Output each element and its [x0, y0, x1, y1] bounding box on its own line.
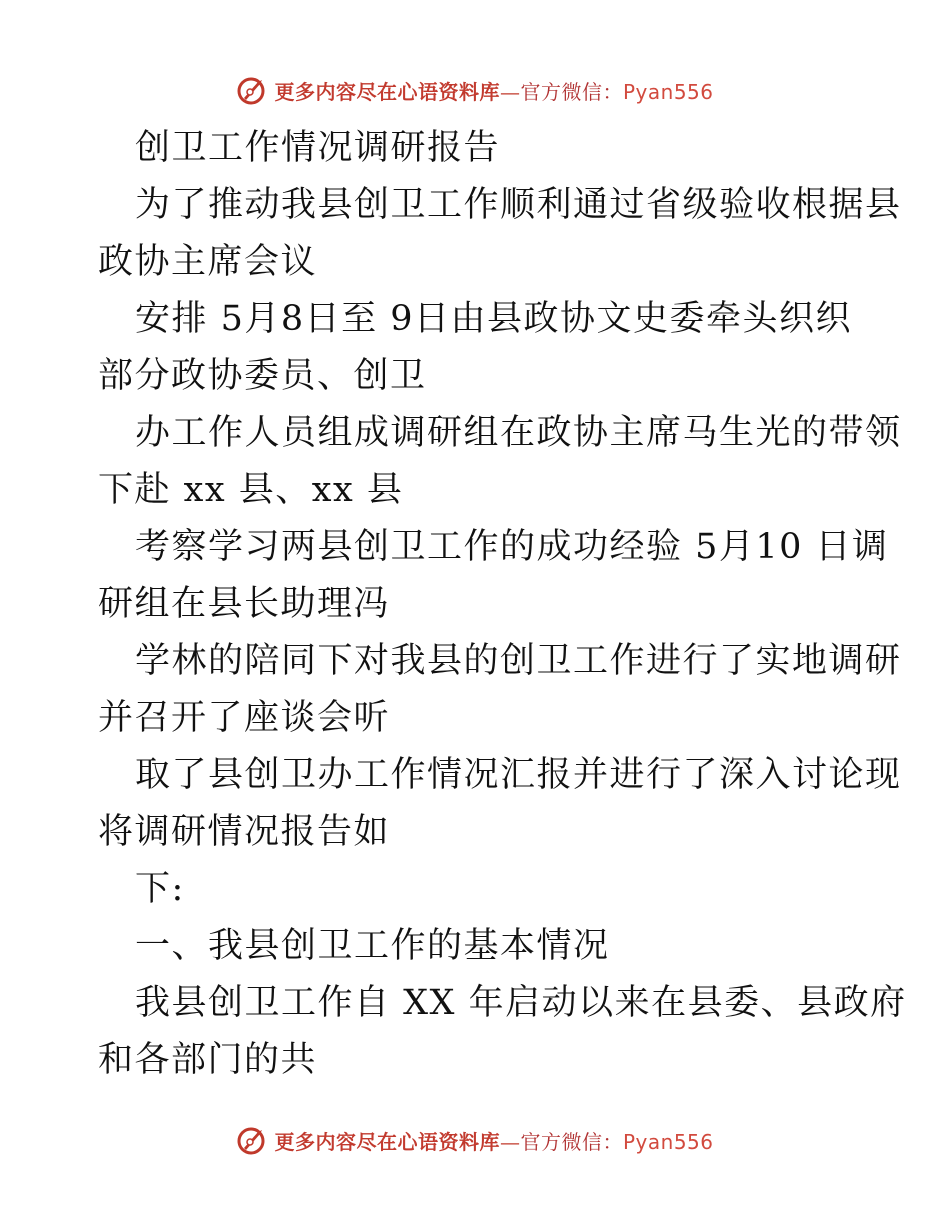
paragraph-line: 办工作人员组成调研组在政协主席马生光的带领 [135, 413, 902, 453]
quill-seal-icon [236, 1124, 268, 1156]
paragraph-line: 和各部门的共 [98, 1040, 318, 1080]
banner-brand: 更多内容尽在心语资料库 [274, 79, 500, 104]
paragraph-line: 考察学习两县创卫工作的成功经验 5月10 日调 [135, 527, 889, 567]
quill-seal-icon [236, 74, 268, 106]
paragraph-line: 取了县创卫办工作情况汇报并进行了深入讨论现 [135, 755, 902, 795]
banner-dash: — [499, 79, 521, 104]
banner-wechat-id: Pyan556 [622, 1129, 714, 1154]
banner-wechat-id: Pyan556 [622, 79, 714, 104]
paragraph-line: 我县创卫工作自 XX 年启动以来在县委、县政府 [135, 983, 907, 1023]
paragraph-line: 下: [135, 869, 185, 909]
footer-banner [0, 1120, 950, 1160]
banner-text [274, 1126, 713, 1155]
paragraph-line: 下赴 xx 县、xx 县 [98, 470, 404, 510]
banner-wechat-label: 官方微信： [520, 1129, 623, 1154]
paragraph-line: 安排 5月8日至 9日由县政协文史委牵头织织 [135, 299, 853, 339]
paragraph-line: 研组在县长助理冯 [98, 584, 391, 624]
banner-dash: — [499, 1129, 521, 1154]
paragraph-line: 将调研情况报告如 [98, 812, 391, 852]
document-title: 创卫工作情况调研报告 [135, 128, 501, 168]
document-body [98, 120, 907, 1089]
paragraph-line: 为了推动我县创卫工作顺利通过省级验收根据县 [135, 185, 902, 225]
paragraph-line: 政协主席会议 [98, 242, 318, 282]
banner-wechat-label: 官方微信： [520, 79, 623, 104]
paragraph-line: 部分政协委员、创卫 [98, 356, 427, 396]
paragraph-line: 并召开了座谈会听 [98, 698, 391, 738]
section-heading: 一、我县创卫工作的基本情况 [135, 926, 610, 966]
header-banner [0, 70, 950, 110]
banner-brand: 更多内容尽在心语资料库 [274, 1129, 500, 1154]
paragraph-line: 学林的陪同下对我县的创卫工作进行了实地调研 [135, 641, 902, 681]
banner-text [274, 76, 713, 105]
